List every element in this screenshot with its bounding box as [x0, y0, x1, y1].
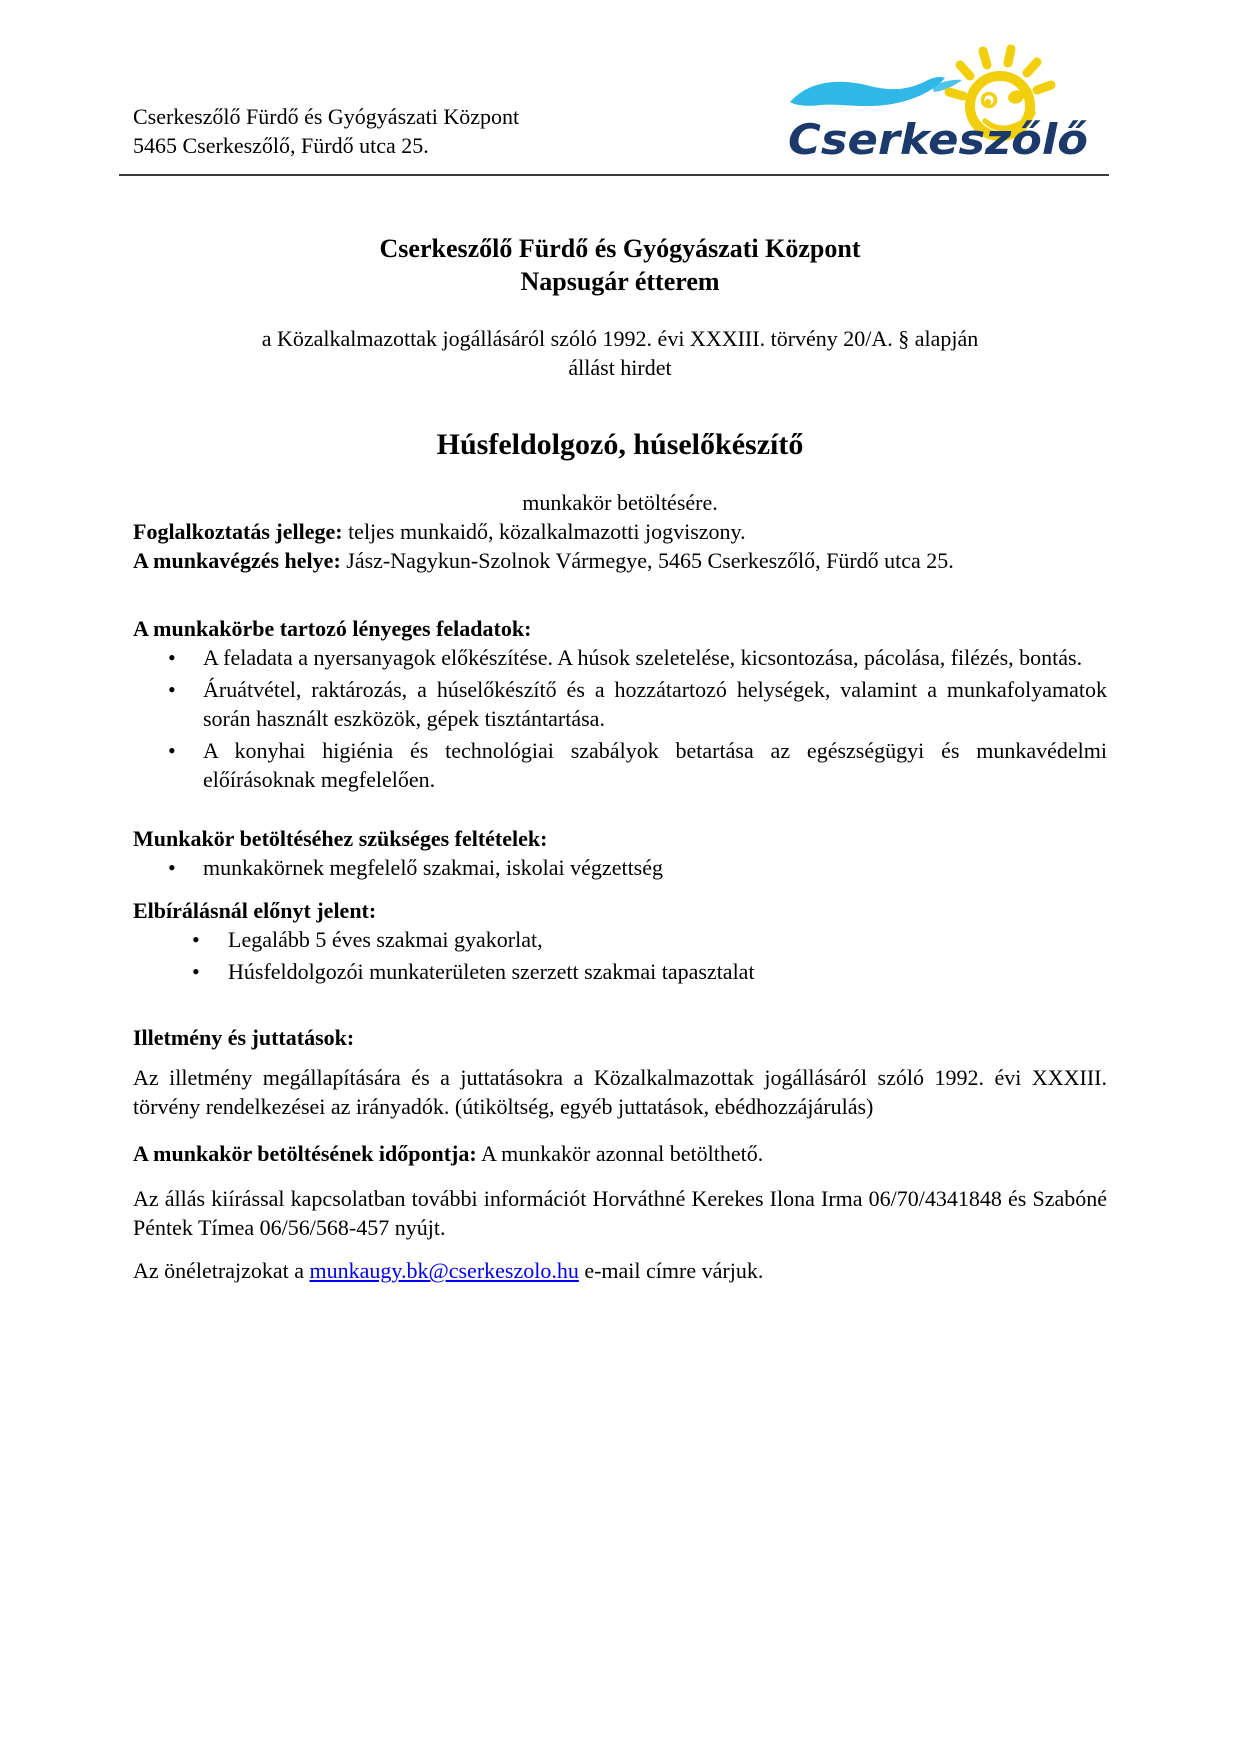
application-row	[133, 1256, 1107, 1285]
position-note: munkakör betöltésére.	[522, 490, 718, 515]
advantages-heading: Elbírálásnál előnyt jelent:	[133, 898, 377, 923]
legal-basis	[133, 324, 1107, 382]
header-divider	[119, 174, 1109, 176]
start-date-label: A munkakör betöltésének időpontja:	[133, 1141, 477, 1166]
duties-heading: A munkakörbe tartozó lényeges feladatok:	[133, 616, 532, 641]
advantage-text: Húsfeldolgozói munkaterületen szerzett szakmai tapasztalat	[228, 959, 755, 984]
list-item	[133, 957, 1107, 986]
bullet-icon: •	[192, 927, 200, 952]
employment-type-value: teljes munkaidő, közalkalmazotti jogviszony.	[348, 519, 746, 544]
work-location-value: Jász-Nagykun-Szolnok Vármegye, 5465 Cserkeszőlő, Fürdő utca 25.	[346, 548, 954, 573]
document-body	[0, 232, 1240, 1285]
salary-heading: Illetmény és juttatások:	[133, 1025, 355, 1050]
title-block	[133, 232, 1107, 298]
list-item	[133, 925, 1107, 954]
position-title: Húsfeldolgozó, húselőkészítő	[436, 428, 804, 461]
requirements-heading: Munkakör betöltéséhez szükséges feltételek:	[133, 826, 548, 851]
list-item	[133, 675, 1107, 733]
bullet-icon: •	[168, 855, 176, 880]
cserkeszolo-logo	[782, 24, 1094, 166]
application-email-link[interactable]: munkaugy.bk@cserkeszolo.hu	[309, 1258, 579, 1283]
sun-eye-left-pupil-icon	[985, 99, 991, 105]
list-item	[133, 853, 1107, 882]
duty-text: Áruátvétel, raktározás, a húselőkészítő és a hozzátartozó helységek, valamint a munkafolyamatok során használt eszközök, gépek tisztántartása.	[203, 677, 1107, 731]
requirements-list	[133, 853, 1107, 882]
advantages-list	[133, 925, 1107, 986]
duty-text: A konyhai higiénia és technológiai szabályok betartása az egészségügyi és munkavédelmi előírásoknak megfelelően.	[203, 738, 1107, 792]
list-item	[133, 643, 1107, 672]
org-block	[133, 102, 519, 160]
bullet-icon: •	[192, 959, 200, 984]
bullet-icon: •	[168, 677, 176, 702]
document-title-org: Cserkeszőlő Fürdő és Gyógyászati Központ	[379, 234, 861, 263]
contact-paragraph: Az állás kiírással kapcsolatban további információt Horváthné Kerekes Ilona Irma 06/70/4341848 és Szabóné Péntek Tímea 06/56/568-457 nyújt.	[133, 1186, 1107, 1240]
requirement-text: munkakörnek megfelelő szakmai, iskolai végzettség	[203, 855, 664, 880]
work-location-row	[133, 546, 1107, 575]
employment-type-row	[133, 517, 1107, 546]
application-prefix: Az önéletrajzokat a	[133, 1258, 310, 1283]
application-suffix: e-mail címre várjuk.	[578, 1258, 764, 1283]
list-item	[133, 736, 1107, 794]
advantage-text: Legalább 5 éves szakmai gyakorlat,	[228, 927, 543, 952]
start-date-row	[133, 1139, 1107, 1168]
legal-basis-line1: a Közalkalmazottak jogállásáról szóló 1992. évi XXXIII. törvény 20/A. § alapján	[261, 326, 979, 351]
org-address: 5465 Cserkeszőlő, Fürdő utca 25.	[133, 133, 429, 158]
duty-text: A feladata a nyersanyagok előkészítése. A húsok szeletelése, kicsontozása, pácolása, filézés, bontás.	[203, 645, 1083, 670]
wave-icon	[790, 77, 945, 106]
letterhead	[0, 0, 1240, 176]
document-title-unit: Napsugár étterem	[520, 267, 720, 296]
employment-type-label: Foglalkoztatás jellege:	[133, 519, 343, 544]
duties-list	[133, 643, 1107, 794]
logo-wordmark: Cserkeszőlő	[788, 115, 1088, 164]
bullet-icon: •	[168, 645, 176, 670]
salary-paragraph: Az illetmény megállapítására és a juttatásokra a Közalkalmazottak jogállásáról szóló 1992. évi XXXIII. törvény rendelkezései az irányadók. (útiköltség, egyéb juttatások, ebédhozzájárulás)	[133, 1065, 1107, 1119]
legal-basis-line2: állást hirdet	[568, 355, 672, 380]
start-date-value: A munkakör azonnal betölthető.	[481, 1141, 764, 1166]
work-location-label: A munkavégzés helye:	[133, 548, 341, 573]
bullet-icon: •	[168, 738, 176, 763]
org-name: Cserkeszőlő Fürdő és Gyógyászati Központ	[133, 104, 520, 129]
